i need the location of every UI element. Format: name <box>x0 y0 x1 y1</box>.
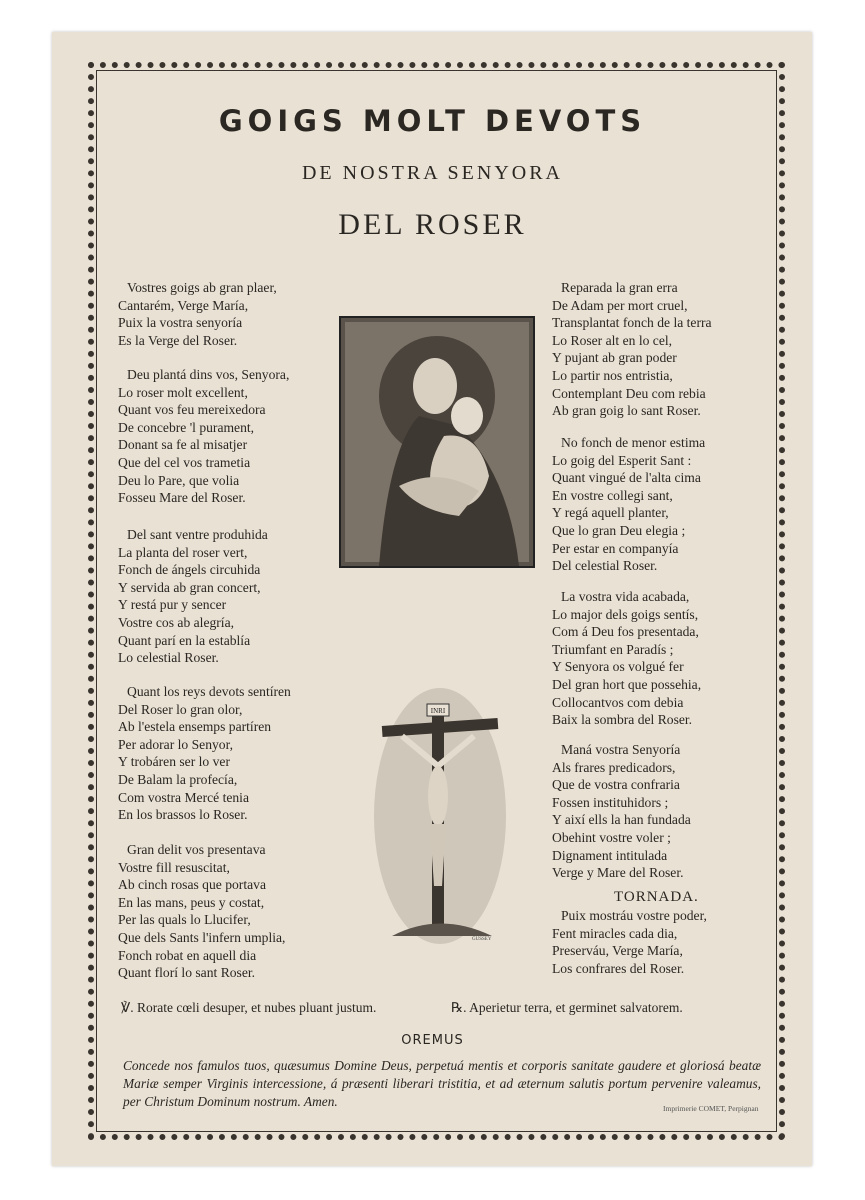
verse-line: Fonch robat en aquell dia <box>118 947 257 963</box>
verse-line: En vostre collegi sant, <box>552 487 673 503</box>
verse-line: De Adam per mort cruel, <box>552 297 688 313</box>
verse-line: Fosseu Mare del Roser. <box>118 490 246 506</box>
verse-line: Puix la vostra senyoría <box>118 315 243 331</box>
subtitle: DE NOSTRA SENYORA <box>301 162 564 184</box>
verse-line: Y trobáren ser lo ver <box>118 754 230 770</box>
verse-line: Per estar en companyía <box>552 540 679 556</box>
crucifix-engraving <box>372 686 508 950</box>
verse-line: Y servida ab gran concert, <box>118 579 261 595</box>
verse-line: Que del cel vos trametia <box>118 454 251 470</box>
verse-line: Lo roser molt excellent, <box>118 384 248 400</box>
verse-line: Per adorar lo Senyor, <box>118 736 233 752</box>
verse-line: Ab l'estela ensemps partíren <box>118 719 272 735</box>
verse-line: Del gran hort que possehia, <box>552 676 702 692</box>
verse-line: Dignament intitulada <box>552 847 668 863</box>
verse-line: Que lo gran Deu elegia ; <box>552 522 686 538</box>
verse-line: Fent miracles cada dia, <box>552 925 678 941</box>
verse-line: Es la Verge del Roser. <box>118 332 238 348</box>
verse-line: Collocantvos com debia <box>552 694 684 710</box>
verse-line: Quant florí lo sant Roser. <box>118 965 256 981</box>
verse-line: Lo Roser alt en lo cel, <box>552 332 673 348</box>
verse-line: Y regá aquell planter, <box>552 505 669 521</box>
response: ℞. Aperietur terra, et germinet salvatorem. <box>451 1000 683 1015</box>
verse-line: Del sant ventre produhida <box>127 527 268 542</box>
verse-line: De Balam la profecía, <box>118 771 238 787</box>
printer-imprint: Imprimerie COMET, Perpignan <box>663 1104 759 1113</box>
oremus-heading: OREMUS <box>401 1033 464 1048</box>
madonna-and-child-engraving <box>339 316 535 568</box>
verse-line: Del celestial Roser. <box>552 558 658 574</box>
verse-line: Quant vos feu mereixedora <box>118 402 266 418</box>
verse-line: Ab cinch rosas que portava <box>118 877 266 893</box>
verse-line: No fonch de menor estima <box>561 435 706 450</box>
verse-line: Com á Deu fos presentada, <box>552 624 699 640</box>
verse-line: Lo goig del Esperit Sant : <box>552 452 692 468</box>
verse-line: Fonch de ángels circuhida <box>118 562 261 578</box>
verse-line: En las mans, peus y costat, <box>118 894 265 910</box>
verse-line: Puix mostráu vostre poder, <box>561 908 707 923</box>
verse-line: Fossen instituhidors ; <box>552 794 669 810</box>
verse-line: Com vostra Mercé tenia <box>118 789 249 805</box>
verse-line: Y pujant ab gran poder <box>552 350 677 366</box>
subject-title: DEL ROSER <box>338 208 527 241</box>
verse-line: Que dels Sants l'infern umplia, <box>118 929 286 945</box>
verse-line: La vostra vida acabada, <box>561 589 690 604</box>
inri-inscription: INRI <box>430 707 446 715</box>
verse-line: Deu lo Pare, que volia <box>118 472 240 488</box>
stanza <box>118 841 285 982</box>
verse-line: Contemplant Deu com rebia <box>552 385 706 401</box>
stanza <box>118 279 277 349</box>
stanza <box>552 588 701 729</box>
stanza <box>118 366 289 507</box>
verse-line: Del Roser lo gran olor, <box>118 701 243 717</box>
verse-line: Transplantat fonch de la terra <box>552 315 712 331</box>
verse-line: Y restá pur y sencer <box>118 597 227 613</box>
stanza <box>118 683 291 824</box>
verse-line: Gran delit vos presentava <box>127 842 266 857</box>
verse-line: Per las quals lo Llucifer, <box>118 912 251 928</box>
verse-line: Deu plantá dins vos, Senyora, <box>127 367 290 382</box>
verse-line: Lo celestial Roser. <box>118 650 219 666</box>
verse-line: Verge y Mare del Roser. <box>552 865 684 881</box>
verse-line: Lo partir nos entristia, <box>552 367 673 383</box>
verse-line: Reparada la gran erra <box>561 280 678 295</box>
verse-line: Los confrares del Roser. <box>552 960 685 976</box>
main-title: GOIGS MOLT DEVOTS <box>218 104 647 138</box>
stanza <box>552 741 691 882</box>
verse-line: Baix la sombra del Roser. <box>552 712 693 728</box>
tornada-heading: TORNADA. <box>614 889 699 905</box>
verse-line: En los brassos lo Roser. <box>118 807 248 823</box>
verse-line: Donant sa fe al misatjer <box>118 437 248 453</box>
verse-line: Vostres goigs ab gran plaer, <box>127 280 277 295</box>
verse-line: Quant parí en la establía <box>118 632 251 648</box>
stanza <box>552 279 712 420</box>
verse-line: La planta del roser vert, <box>118 544 248 560</box>
verse-line: Y Senyora os volgué fer <box>552 659 684 675</box>
verse-line: Que de vostra confraria <box>552 777 680 793</box>
verse-line: Lo major dels goigs sentís, <box>552 606 699 622</box>
verse-line: Obehint vostre voler ; <box>552 829 671 845</box>
verse-line: Ab gran goig lo sant Roser. <box>552 403 701 419</box>
stanza <box>118 526 268 667</box>
verse-line: Cantarém, Verge María, <box>118 297 249 313</box>
engraver-signature: GUSSEY <box>472 937 492 942</box>
verse-line: Preserváu, Verge María, <box>552 943 683 959</box>
prayer-text: Concede nos famulos tuos, quæsumus Domine Deus, perpetuá mentis et corporis sanitate gaudere et gloriosá beatæ Mariæ semper Virginis intercessione, á præsenti liberari tristitia, et ad æternum salutis portum pervenire valeamus, per Christum Dominum nostrum. Amen. <box>123 1058 761 1109</box>
verse-line: Quant vingué de l'alta cima <box>552 470 701 486</box>
verse-line: Als frares predicadors, <box>552 759 676 775</box>
verse-line: Triumfant en Paradís ; <box>552 641 674 657</box>
stanza <box>552 434 705 575</box>
verse-line: Vostre fill resuscitat, <box>118 859 230 875</box>
verse-line: Y així ells la han fundada <box>552 812 691 828</box>
versicle: ℣. Rorate cœli desuper, et nubes pluant justum. <box>121 1000 377 1015</box>
verse-line: Maná vostra Senyoría <box>561 742 681 757</box>
stanza <box>552 907 707 977</box>
verse-line: De concebre 'l purament, <box>118 419 255 435</box>
verse-line: Vostre cos ab alegría, <box>118 614 235 630</box>
verse-line: Quant los reys devots sentíren <box>127 684 291 699</box>
